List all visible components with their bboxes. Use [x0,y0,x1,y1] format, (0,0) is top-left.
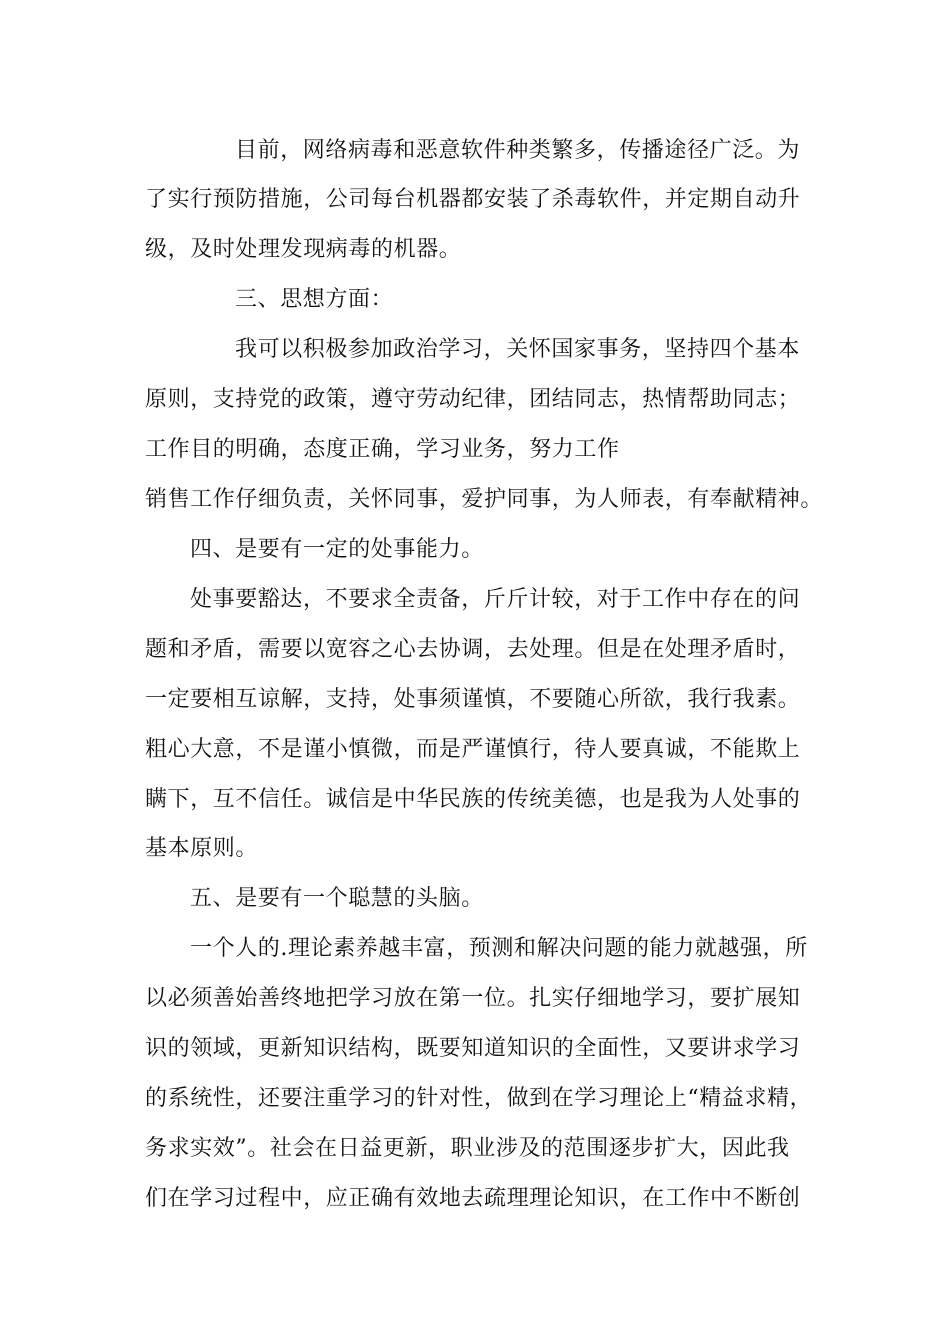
text-line: 级，及时处理发现病毒的机器。 [145,237,462,262]
text-line: 一个人的.理论素养越丰富，预测和解决问题的能力就越强，所 [190,936,808,961]
text-line: 我可以积极参加政治学习，关怀国家事务，坚持四个基本 [235,337,801,362]
text-line: 了实行预防措施，公司每台机器都安装了杀毒软件，并定期自动升 [145,187,801,212]
text-line: 粗心大意，不是谨小慎微，而是严谨慎行，待人要真诚，不能欺上 [145,737,801,762]
text-line: 销售工作仔细负责，关怀同事，爱护同事，为人师表，有奉献精神。 [145,487,824,512]
section-heading: 五、是要有一个聪慧的头脑。 [190,886,484,911]
text-line: 一定要相互谅解，支持，处事须谨慎，不要随心所欲，我行我素。 [145,687,801,712]
text-line: 工作目的明确，态度正确，学习业务，努力工作 [145,437,620,462]
text-line: 务求实效”。社会在日益更新，职业涉及的范围逐步扩大，因此我 [145,1136,790,1161]
text-line: 基本原则。 [145,836,259,861]
section-heading: 四、是要有一定的处事能力。 [190,537,484,562]
text-line: 以必须善始善终地把学习放在第一位。扎实仔细地学习，要扩展知 [145,986,801,1011]
text-line: 题和矛盾，需要以宽容之心去协调，去处理。但是在处理矛盾时， [145,637,801,662]
text-line: 瞒下，互不信任。诚信是中华民族的传统美德，也是我为人处事的 [145,787,801,812]
text-line: 识的领域，更新知识结构，既要知道知识的全面性，又要讲求学习 [145,1036,801,1061]
section-heading: 三、思想方面： [235,287,394,312]
text-line: 处事要豁达，不要求全责备，斤斤计较，对于工作中存在的问 [190,587,801,612]
text-line: 目前，网络病毒和恶意软件种类繁多，传播途径广泛。为 [235,138,801,163]
text-line: 的系统性，还要注重学习的针对性，做到在学习理论上“精益求精， [145,1086,813,1111]
text-line: 原则，支持党的政策，遵守劳动纪律，团结同志，热情帮助同志； [145,387,801,412]
text-line: 们在学习过程中，应正确有效地去疏理理论知识，在工作中不断创 [145,1186,801,1211]
